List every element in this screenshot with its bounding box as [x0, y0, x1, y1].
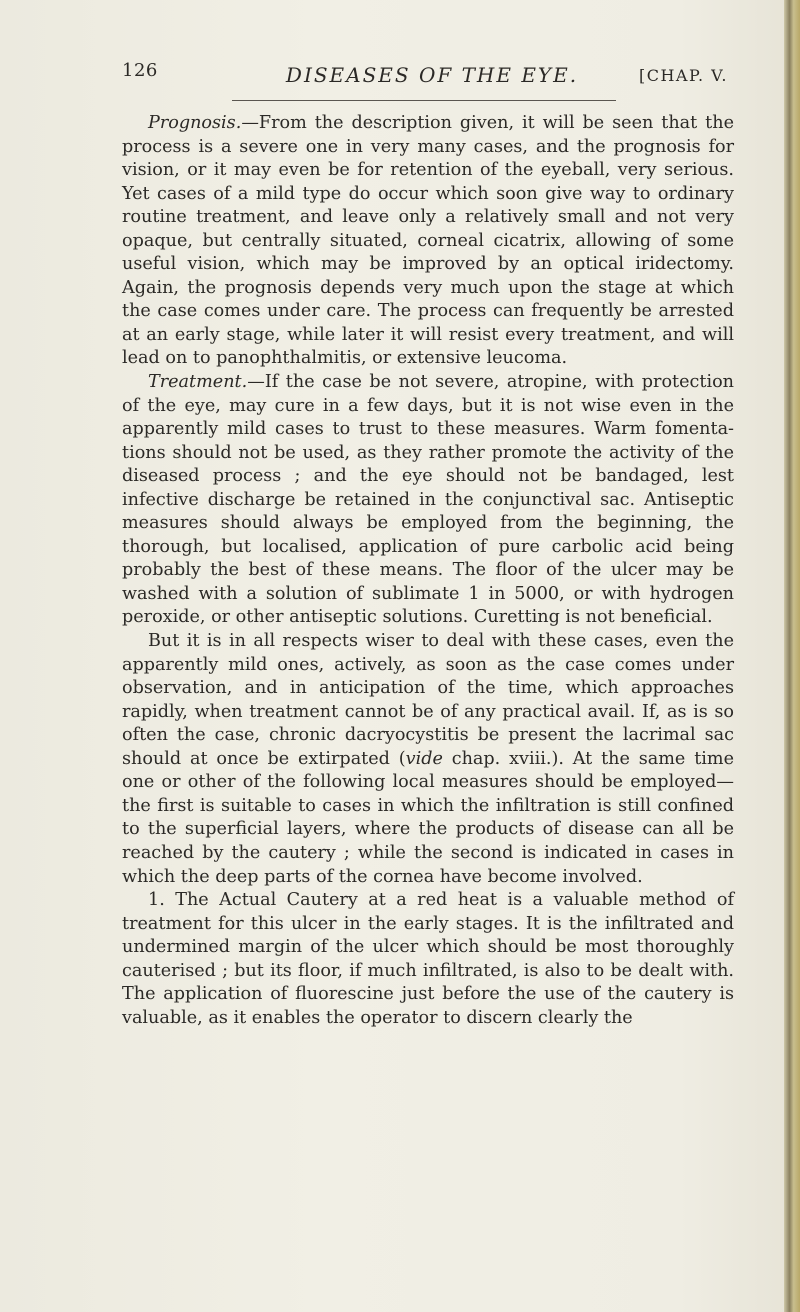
page-number: 126	[122, 60, 158, 81]
prognosis-heading: Prognosis.	[148, 113, 242, 133]
active-measures-text-after: chap. xviii.). At the same time one or other of the following local measures should be employed— the first is suitable to cases in which the infiltration is still confined to the superficial layers, where the products of disease can all be reached by the cautery ; while the second is indicated in cases in which the deep parts of the cornea have become involved.	[122, 748, 734, 887]
page-edge	[784, 0, 800, 1312]
actual-cautery-text: 1. The Actual Cautery at a red heat is a valuable method of treatment for this ulcer in the early stages. It is the infiltrated and undermined margin of the ulcer which should be most thoroughly cauterised ; but its floor, if much infiltrated, is also to be dealt with. The application of fluorescine just before the use of the cautery is valuable, as it enables the operator to discern clearly the	[122, 890, 734, 1028]
paragraph-treatment	[122, 371, 734, 630]
header-rule	[232, 100, 616, 101]
vide-italic: vide	[405, 748, 443, 769]
paragraph-actual-cautery	[122, 889, 734, 1030]
page-header	[122, 60, 742, 94]
treatment-text: —If the case be not severe, atropine, with protection of the eye, may cure in a few days, but it is not wise even in the apparently mild cases to trust to these measures. Warm fomenta- tions should not be used, as they rather promote the activity of the diseased process ; and the eye should not be bandaged, lest infective discharge be retained in the conjunctival sac. Antiseptic measures should always be employed from the beginning, the thorough, but localised, application of pure carbolic acid being probably the best of these means. The floor of the ulcer may be washed with a solution of sublimate 1 in 5000, or with hydrogen peroxide, or other antiseptic solutions. Curetting is not beneficial.	[122, 372, 734, 628]
chapter-label: [CHAP. V.	[638, 66, 728, 85]
active-measures-text-before: But it is in all respects wiser to deal with these cases, even the apparently mild ones, actively, as soon as the case comes under observation, and in anticipation of the time, which approaches rapidly, when treatment cannot be of any practical avail. If, as is so often the case, chronic dacryocystitis be present the lacrimal sac should at once be extirpated (	[122, 631, 734, 769]
paragraph-active-measures	[122, 630, 734, 889]
treatment-heading: Treatment.	[148, 372, 248, 393]
paragraph-prognosis	[122, 112, 734, 371]
prognosis-text: —From the description given, it will be seen that the process is a severe one in very many cases, and the prognosis for vision, or it may even be for retention of the eyeball, very serious. Yet cases of a mild type do occur which soon give way to ordinary routine treatment, and leave only a relatively small and not very opaque, but centrally situated, corneal cicatrix, allowing of some useful vision, which may be improved by an optical iridectomy. Again, the prognosis depends very much upon the stage at which the case comes under care. The process can frequently be arrested at an early stage, while later it will resist every treatment, and will lead on to panophthalmitis, or extensive leucoma.	[122, 113, 734, 369]
running-head: DISEASES OF THE EYE.	[285, 63, 579, 87]
body-text	[122, 112, 734, 1030]
